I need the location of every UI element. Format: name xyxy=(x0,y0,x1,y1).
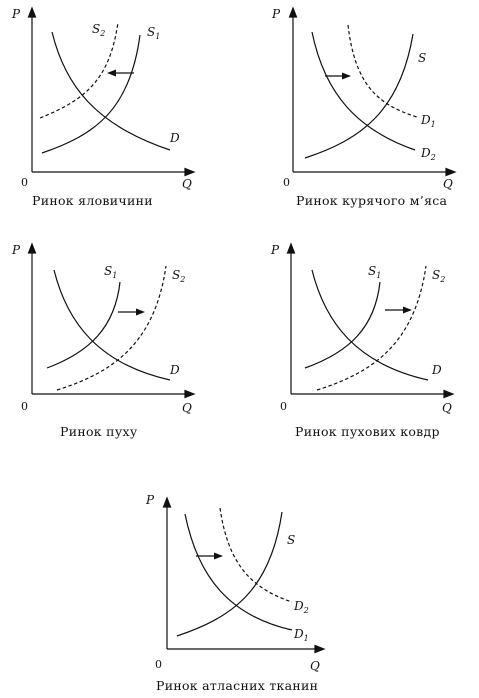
curve-label-d: D xyxy=(432,363,442,377)
p-axis-label: P xyxy=(12,243,21,257)
curve-label-d1: $D_1$ xyxy=(421,113,436,129)
curve-label-s1: $S_1$ xyxy=(368,264,382,280)
p-axis-label: P xyxy=(146,493,155,507)
demand-curve-d xyxy=(52,32,170,150)
origin-label: 0 xyxy=(280,400,287,413)
demand-curve-d2 xyxy=(312,32,415,150)
caption: Ринок курячого м’яса xyxy=(296,193,448,208)
q-axis-label: Q xyxy=(443,177,453,191)
origin-label: 0 xyxy=(155,658,162,671)
curve-label-s1: $S_1$ xyxy=(104,264,118,280)
supply-curve-s1 xyxy=(42,35,140,153)
demand-curve-d1 xyxy=(348,25,417,117)
supply-curve-s2 xyxy=(57,266,166,390)
demand-curve-d xyxy=(54,270,170,380)
curve-label-s1: $S_1$ xyxy=(147,25,161,41)
q-axis-arrowhead xyxy=(446,169,455,176)
supply-curve-s1 xyxy=(305,282,380,368)
caption: Ринок пухових ковдр xyxy=(295,424,440,439)
q-axis-label: Q xyxy=(182,177,192,191)
shift-arrow-right-icon xyxy=(385,307,412,314)
curve-label-d2: $D_2$ xyxy=(294,599,309,615)
q-axis-arrowhead xyxy=(315,646,324,653)
shift-arrow-right-icon xyxy=(118,309,145,316)
p-axis-label: P xyxy=(271,243,280,257)
curve-label-s2: $S_2$ xyxy=(432,268,446,284)
curve-label-s2: $S_2$ xyxy=(172,268,186,284)
curve-label-s: S xyxy=(418,51,427,65)
curve-label-d1: $D_1$ xyxy=(294,627,309,643)
p-axis-label: P xyxy=(272,7,281,21)
panel-chicken-market xyxy=(240,0,479,215)
q-axis-arrowhead xyxy=(185,169,194,176)
supply-curve-s xyxy=(177,512,282,636)
shift-arrow-right-icon xyxy=(325,73,351,80)
caption: Ринок яловичини xyxy=(32,193,153,208)
curve-label-d2: $D_2$ xyxy=(421,146,436,162)
caption: Ринок пуху xyxy=(60,424,138,439)
panel-down-blankets-market xyxy=(240,232,479,447)
q-axis-arrowhead xyxy=(185,391,194,398)
axes xyxy=(29,8,195,176)
curve-label-d: D xyxy=(170,363,180,377)
panel-satin-market xyxy=(120,478,360,698)
origin-label: 0 xyxy=(283,176,290,189)
p-axis-label: P xyxy=(12,7,21,21)
supply-curve-s xyxy=(305,34,413,158)
q-axis-label: Q xyxy=(310,659,320,673)
q-axis-arrowhead xyxy=(444,391,453,398)
q-axis-label: Q xyxy=(182,401,192,415)
origin-label: 0 xyxy=(21,176,28,189)
supply-curve-s2 xyxy=(317,266,426,390)
panel-down-market xyxy=(0,232,240,447)
supply-curve-s2 xyxy=(40,22,118,118)
p-axis-arrowhead xyxy=(164,498,171,507)
p-axis-arrowhead xyxy=(288,244,295,253)
caption: Ринок атласних тканин xyxy=(156,678,319,693)
demand-curve-d1 xyxy=(185,514,292,630)
p-axis-arrowhead xyxy=(29,8,36,17)
curve-label-d: D xyxy=(170,131,180,145)
p-axis-arrowhead xyxy=(29,244,36,253)
shift-arrow-right-icon xyxy=(196,553,223,560)
curve-label-s2: $S_2$ xyxy=(92,22,106,38)
origin-label: 0 xyxy=(21,400,28,413)
demand-curve-d xyxy=(312,270,428,380)
demand-curve-d2 xyxy=(220,508,292,602)
p-axis-arrowhead xyxy=(290,8,297,17)
q-axis-label: Q xyxy=(442,401,452,415)
curve-label-s: S xyxy=(287,533,296,547)
panel-beef-market xyxy=(0,0,240,215)
